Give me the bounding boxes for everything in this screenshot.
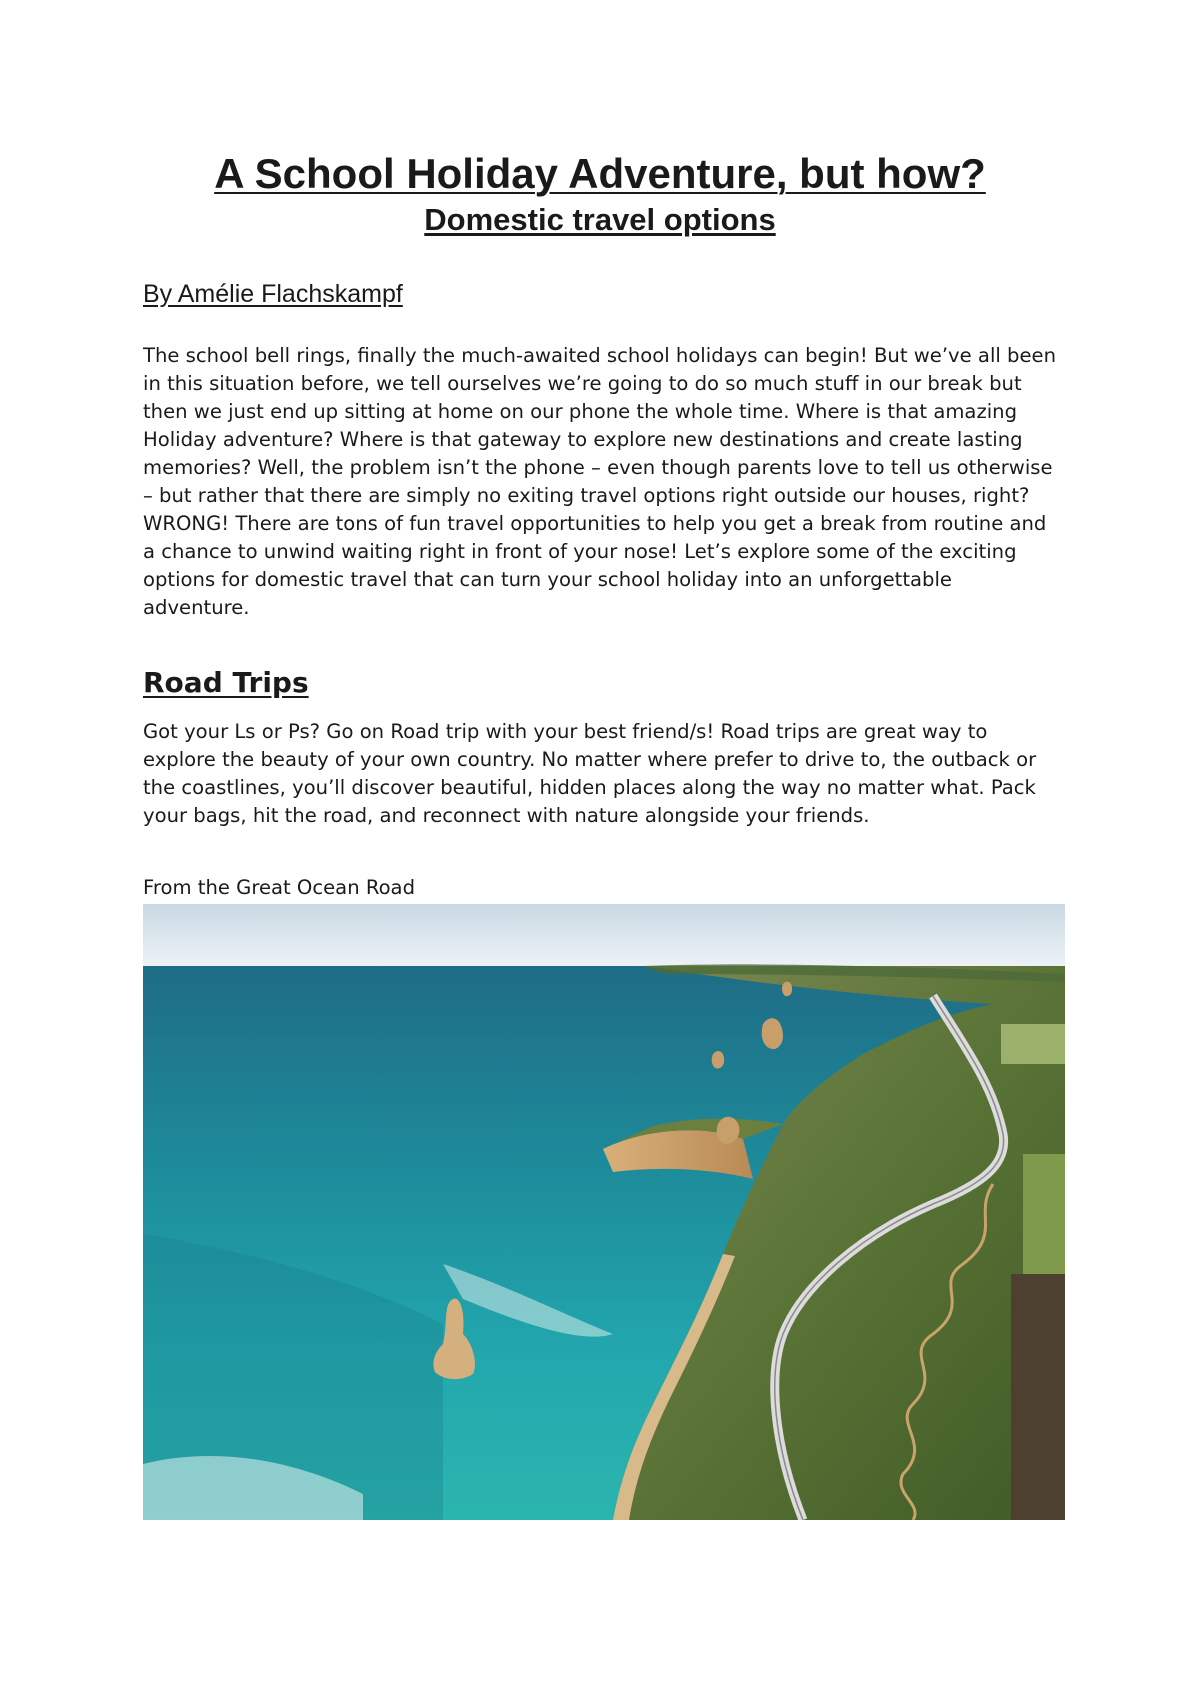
rock-stack-small-2 (782, 982, 792, 997)
field-1 (1001, 1024, 1065, 1064)
intro-paragraph: The school bell rings, finally the much-awaited school holidays can begin! But we’ve all been in this situation before, we tell ourselves we’re going to do so much stuff in our break but then we just end up sitting at home on our phone the whole time. Where is that amazing Holiday adventure? Where is that gateway to explore new destinations and create lasting memories? Well, the problem isn’t the phone – even though parents love to tell us otherwise – but rather that there are simply no exiting travel options right outside our houses, right? WRONG! There are tons of fun travel opportunities to help you get a break from routine and a chance to unwind waiting right in front of your nose! Let’s explore some of the exciting options for domestic travel that can turn your school holiday into an unforgettable adventure. (143, 344, 1057, 619)
rock-stack-small-1 (712, 1051, 724, 1069)
field-3 (1011, 1274, 1065, 1520)
great-ocean-road-photo (143, 904, 1065, 1520)
author-byline: By Amélie Flachskampf (143, 280, 403, 308)
document-subtitle: Domestic travel options (424, 202, 776, 237)
road-trips-paragraph: Got your Ls or Ps? Go on Road trip with your best friend/s! Road trips are great way to explore the beauty of your own country. No matter where prefer to drive to, the outback or the coastlines, you’ll discover beautiful, hidden places along the way no matter what. Pack your bags, hit the road, and reconnect with nature alongside your friends. (143, 720, 1037, 827)
section-heading-road-trips: Road Trips (143, 666, 309, 699)
image-caption: From the Great Ocean Road (143, 876, 416, 899)
field-2 (1023, 1154, 1065, 1274)
document-title: A School Holiday Adventure, but how? (214, 150, 986, 197)
coastline-illustration (143, 904, 1065, 1520)
sky-area (143, 904, 1065, 970)
